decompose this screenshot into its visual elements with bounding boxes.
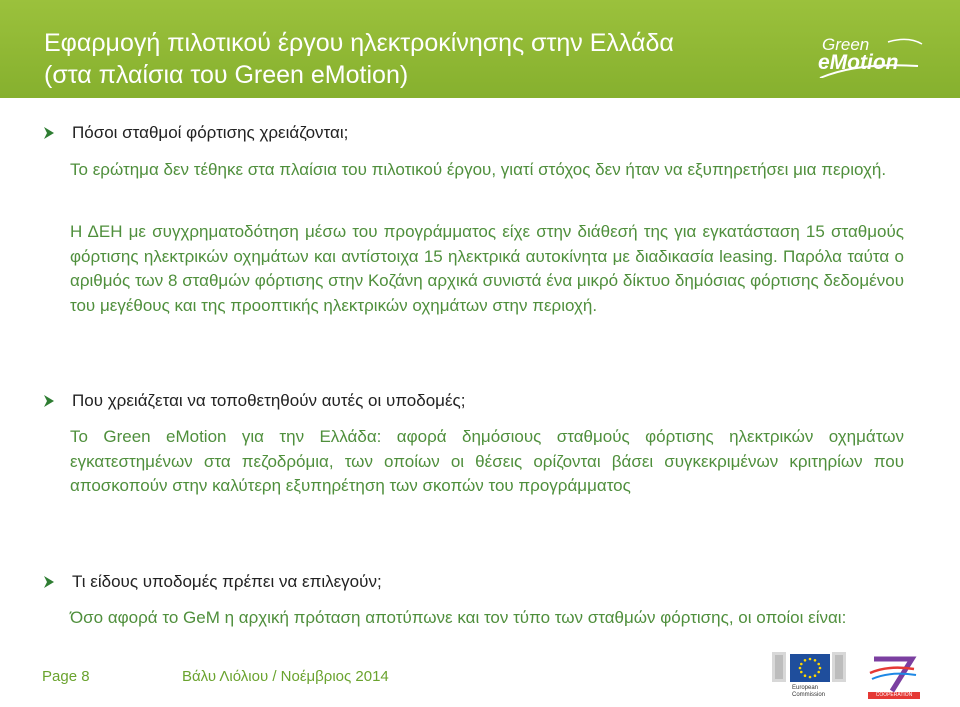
- author-date: Βάλυ Λιόλιου / Νοέμβριος 2014: [182, 668, 389, 685]
- arrow-bullet-icon: [42, 394, 56, 408]
- answer-2-para-1: Το Green eMotion για την Ελλάδα: αφορά δημόσιους σταθμούς φόρτισης ηλεκτρικών οχημάτων εγκατεστημένων στα πεζοδρόμια, των οποίων οι θέσεις ορίζονται βάσει συγκεκριμένων κριτηρίων που αποσκοπούν στην καλύτερη εξυπηρέτηση των σκοπών του προγράμματος: [70, 427, 904, 495]
- question-2-text: Που χρειάζεται να τοποθετηθούν αυτές οι υποδομές;: [72, 391, 466, 410]
- green-emotion-logo: [818, 32, 928, 78]
- european-commission-logo: [772, 652, 847, 702]
- answer-1-para-1: Το ερώτημα δεν τέθηκε στα πλαίσια του πιλοτικού έργου, γιατί στόχος δεν ήταν να εξυπηρετήσει μια περιοχή.: [70, 160, 887, 179]
- logo-text-emotion: eMotion: [818, 51, 899, 74]
- arrow-bullet-icon: [42, 575, 56, 589]
- fp7-logo: [868, 655, 920, 700]
- slide-title: [44, 27, 674, 91]
- header-banner: [0, 0, 960, 98]
- logo-text-green: Green: [822, 35, 870, 54]
- eu-caption: European Commission: [792, 685, 826, 698]
- fp7-caption-bar: COOPERATION: [868, 692, 920, 699]
- fp7-seven-icon: [868, 655, 920, 693]
- answer-3-para-1: Όσο αφορά το GeM η αρχική πρόταση αποτύπωνε και τον τύπο των σταθμών φόρτισης, οι οποίοι είναι:: [70, 608, 847, 627]
- answer-1-para-2: Η ΔΕΗ με συγχρηματοδότηση μέσω του προγράμματος είχε στην διάθεσή της για εγκατάσταση 15 σταθμούς φόρτισης ηλεκτρικών οχημάτων και αντίστοιχα 15 ηλεκτρικά αυτοκίνητα με διαδικασία leasing. Παρόλα ταύτα ο αριθμός των 8 σταθμών φόρτισης στην Κοζάνη αρχικά συνιστά ένα μικρό δίκτυο δημόσιας φόρτισης δεδομένου του μεγέθους και της προοπτικής ηλεκτρικών οχημάτων στην περιοχή.: [70, 222, 904, 315]
- question-1-text: Πόσοι σταθμοί φόρτισης χρειάζονται;: [72, 123, 349, 142]
- page-number: Page 8: [42, 668, 90, 685]
- question-3-text: Τι είδους υποδομές πρέπει να επιλεγούν;: [72, 572, 382, 591]
- title-line-1: Εφαρμογή πιλοτικού έργου ηλεκτροκίνησης στην Ελλάδα: [44, 29, 674, 57]
- title-line-2: (στα πλαίσια του Green eMotion): [44, 61, 409, 89]
- arrow-bullet-icon: [42, 126, 56, 140]
